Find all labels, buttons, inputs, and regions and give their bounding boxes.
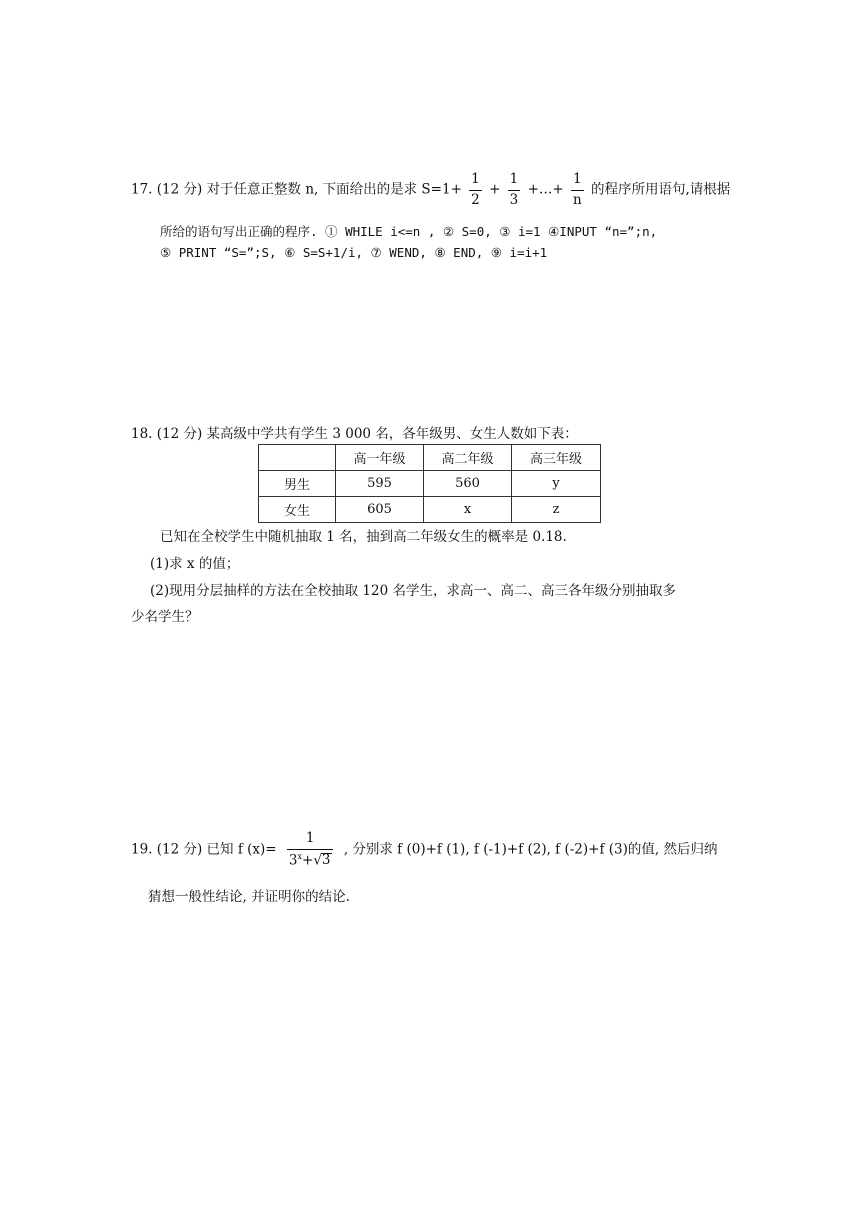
question-18-part2-line2: 少名学生？ (131, 609, 199, 625)
question-17-line2: 所给的语句写出正确的程序. ① WHILE i<=n , ② S=0, ③ i=1 ④INPUT “n=”;n, (160, 224, 658, 239)
table-header-row (259, 445, 601, 471)
q17-ellipsis: +…+ (527, 181, 564, 198)
question-18-part2-line1: (2)现用分层抽样的方法在全校抽取 120 名学生，求高一、高二、高三各年级分别抽取多 (150, 583, 676, 599)
fraction-denominator: $3^x+√3$ (288, 851, 331, 868)
table-cell: z (512, 497, 601, 523)
table-cell: 560 (424, 471, 512, 497)
fraction-one-half: $\frac{1}{2}$ (471, 171, 480, 208)
question-19-line2: 猜想一般性结论, 并证明你的结论. (148, 889, 350, 905)
question-17-line3: ⑤ PRINT “S=”;S, ⑥ S=S+1/i, ⑦ WEND, ⑧ END, ⑨ i=i+1 (160, 245, 548, 260)
question-19-line1 (131, 832, 717, 868)
table-cell: 女生 (259, 497, 336, 523)
q17-plus: + (489, 181, 501, 198)
fraction-one-third: $\frac{1}{3}$ (509, 171, 519, 208)
question-18-given: 已知在全校学生中随机抽取 1 名，抽到高二年级女生的概率是 0.18. (160, 529, 567, 545)
function-fraction: $\frac{1}{3^x+√3}$ (287, 832, 334, 868)
question-18-lead: 18. (12 分) 某高级中学共有学生 3 000 名，各年级男、女生人数如下表： (131, 426, 578, 442)
table-cell: 595 (336, 471, 424, 497)
question-18-part1: (1)求 x 的值； (150, 556, 240, 572)
table-cell: 605 (336, 497, 424, 523)
table-cell: 男生 (259, 471, 336, 497)
question-17-line1 (131, 173, 730, 207)
grade-table (258, 444, 601, 523)
table-row (259, 497, 601, 523)
table-header-cell: 高三年级 (512, 445, 601, 471)
table-header-cell: 高二年级 (424, 445, 512, 471)
table-cell: y (512, 471, 601, 497)
q19-lead: 19. (12 分) 已知 f (x)= (131, 841, 277, 858)
table-header-cell: 高一年级 (336, 445, 424, 471)
q17-tail: 的程序所用语句,请根据 (590, 181, 731, 198)
q17-lead: 17. (12 分) 对于任意正整数 n, 下面给出的是求 S=1+ (131, 181, 462, 198)
q19-tail: , 分别求 f (0)+f (1), f (-1)+f (2), f (-2)+f (3)的值, 然后归纳 (343, 841, 718, 858)
table-header-cell (259, 445, 336, 471)
fraction-one-over-n: $\frac{1}{n}$ (572, 171, 582, 208)
table-row (259, 471, 601, 497)
table-cell: x (424, 497, 512, 523)
